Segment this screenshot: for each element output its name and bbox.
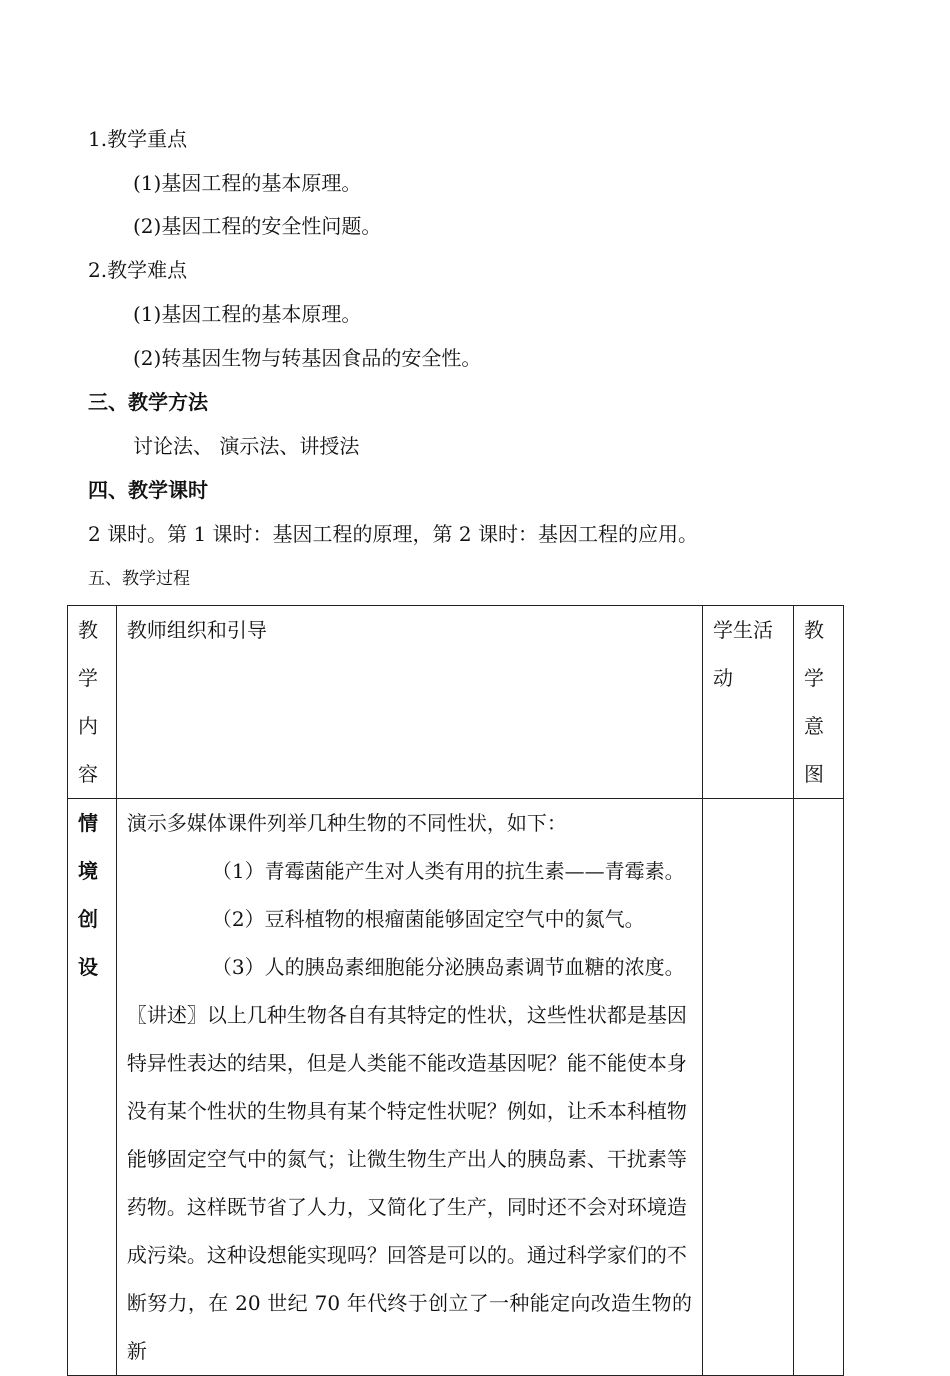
header-student-line: 学生活 bbox=[713, 618, 773, 642]
table-header-row bbox=[68, 606, 844, 799]
student-cell bbox=[703, 799, 794, 1376]
example-line: （1）青霉菌能产生对人类有用的抗生素——青霉素。 bbox=[211, 859, 685, 883]
hours-heading: 四、教学课时 bbox=[88, 478, 208, 502]
narration-line: 断努力，在 20 世纪 70 年代终于创立了一种能定向改造生物的新 bbox=[126, 1291, 692, 1363]
difficulties-heading: 2.教学难点 bbox=[88, 258, 188, 282]
key-point-item: (1)基因工程的基本原理。 bbox=[133, 171, 362, 195]
narration-line: 〖讲述〗以上几种生物各自有其特定的性状，这些性状都是基因 bbox=[126, 1003, 687, 1027]
header-student-cell bbox=[703, 606, 794, 799]
hours-text: 2 课时。第 1 课时：基因工程的原理，第 2 课时：基因工程的应用。 bbox=[88, 522, 698, 546]
header-content-cell bbox=[68, 606, 117, 799]
header-content-line: 教学 bbox=[78, 618, 98, 690]
intro-line: 演示多媒体课件列举几种生物的不同性状，如下： bbox=[126, 811, 567, 835]
methods-text: 讨论法、 演示法、讲授法 bbox=[133, 434, 360, 458]
header-content-line: 内容 bbox=[78, 714, 98, 786]
narration-line: 没有某个性状的生物具有某个特定性状呢？例如，让禾本科植物 bbox=[126, 1099, 687, 1123]
process-heading: 五、教学过程 bbox=[88, 569, 190, 589]
example-line: （2）豆科植物的根瘤菌能够固定空气中的氮气。 bbox=[211, 907, 645, 931]
table-row bbox=[68, 799, 844, 1376]
content-line: 创设 bbox=[78, 907, 98, 979]
header-intent-cell bbox=[794, 606, 844, 799]
narration-line: 成污染。这种设想能实现吗？回答是可以的。通过科学家们的不 bbox=[126, 1243, 687, 1267]
narration-line: 药物。这样既节省了人力，又简化了生产，同时还不会对环境造 bbox=[126, 1195, 687, 1219]
header-student-line: 动 bbox=[713, 666, 733, 690]
key-points-heading: 1.教学重点 bbox=[88, 127, 188, 151]
header-teacher-cell: 教师组织和引导 bbox=[116, 606, 702, 799]
teacher-cell bbox=[116, 799, 702, 1376]
intent-cell bbox=[794, 799, 844, 1376]
difficulty-item: (2)转基因生物与转基因食品的安全性。 bbox=[133, 346, 482, 370]
teaching-process-table bbox=[67, 605, 844, 1376]
header-intent-line: 意图 bbox=[804, 714, 825, 786]
narration-line: 能够固定空气中的氮气；让微生物生产出人的胰岛素、干扰素等 bbox=[126, 1147, 687, 1171]
methods-heading: 三、教学方法 bbox=[88, 390, 208, 414]
header-intent-line: 教学 bbox=[804, 618, 825, 690]
content-line: 情境 bbox=[78, 811, 98, 883]
key-point-item: (2)基因工程的安全性问题。 bbox=[133, 214, 382, 238]
content-cell bbox=[68, 799, 117, 1376]
example-line: （3）人的胰岛素细胞能分泌胰岛素调节血糖的浓度。 bbox=[211, 955, 685, 979]
narration-line: 特异性表达的结果，但是人类能不能改造基因呢？能不能使本身 bbox=[126, 1051, 687, 1075]
difficulty-item: (1)基因工程的基本原理。 bbox=[133, 302, 362, 326]
